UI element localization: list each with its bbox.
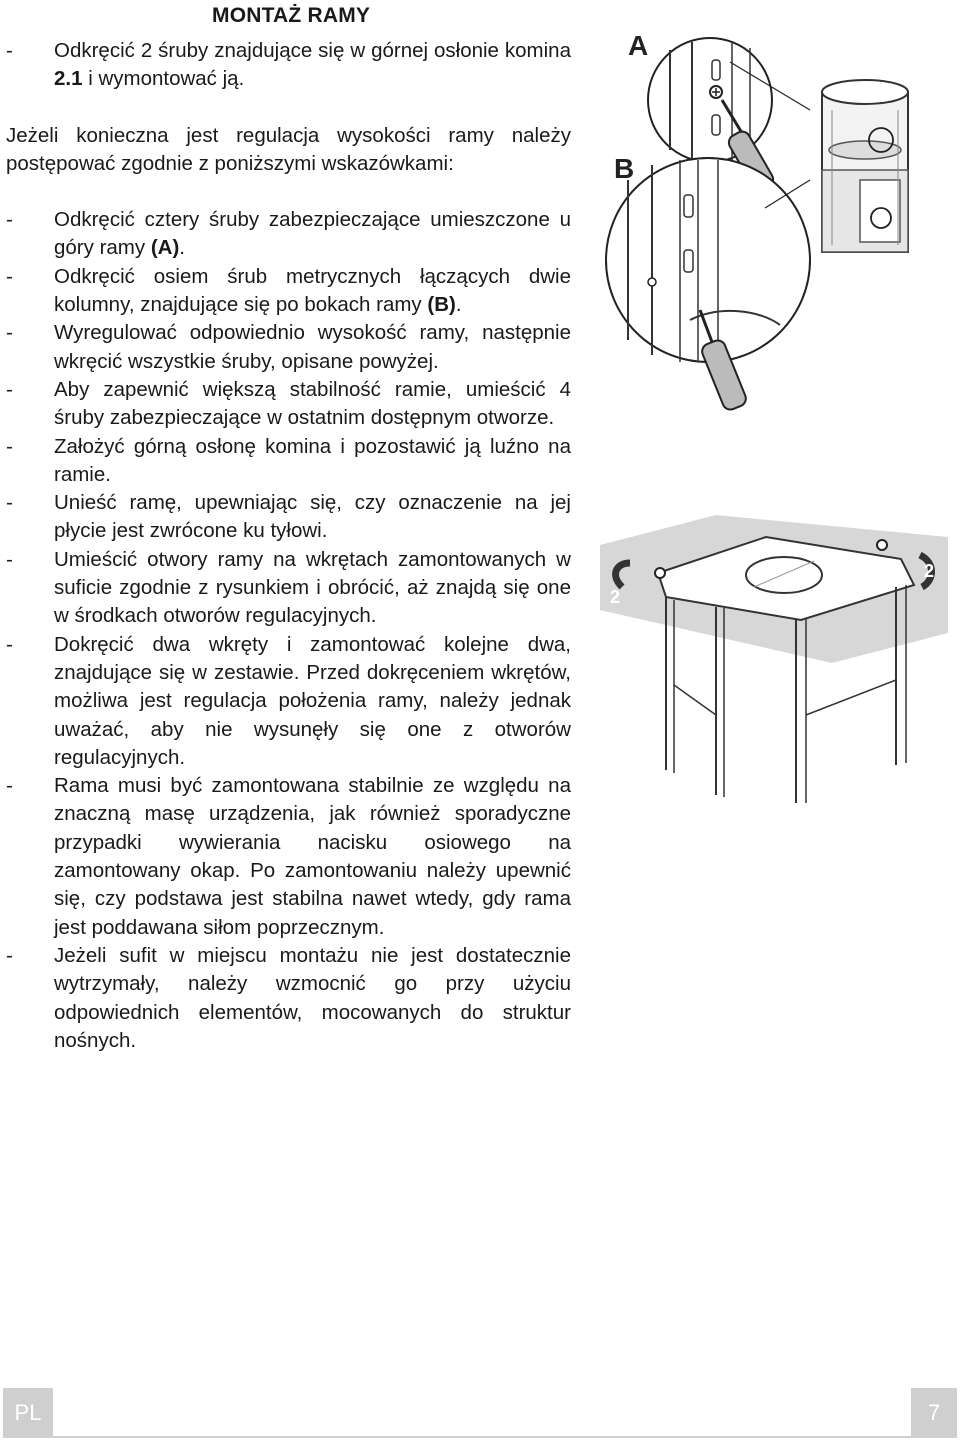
- label-b: B: [614, 153, 635, 184]
- step-label-1-left: 1: [672, 575, 683, 595]
- instructions-column: [6, 37, 571, 1055]
- language-badge: PL: [3, 1388, 53, 1438]
- list-item: [6, 433, 571, 490]
- bullet-dash: -: [6, 632, 13, 656]
- step-label-2-left: 2: [610, 587, 621, 607]
- item-text: Odkręcić cztery śruby zabezpieczające umieszczone u góry ramy: [54, 208, 571, 260]
- bullet-dash: -: [6, 943, 13, 967]
- intro-paragraph: Jeżeli konieczna jest regulacja wysokości ramy należy postępować zgodnie z poniższymi wskazówkami:: [6, 123, 571, 175]
- footer-divider: [53, 1436, 911, 1438]
- item-text: Umieścić otwory ramy na wkrętach zamontowanych w suficie zgodnie z rysunkiem i obrócić, aż znajdą się one w środkach otworów regulacyjnych.: [54, 547, 571, 628]
- steps-list: [6, 206, 571, 1055]
- item-tail: .: [179, 236, 185, 260]
- bullet-dash: -: [6, 264, 13, 288]
- screw-icon: [655, 568, 665, 578]
- bullet-dash: -: [6, 377, 13, 401]
- item-text: Dokręcić dwa wkręty i zamontować kolejne dwa, znajdujące się w zestawie. Przed dokręceniem wkrętów, możliwa jest regulacja położenia ramy, należy jednak uważać, aby nie wysunęły się one z otworów regulacyjnych.: [54, 632, 571, 769]
- page-number: 7: [911, 1388, 957, 1438]
- item-text: Założyć górną osłonę komina i pozostawić ją luźno na ramie.: [54, 434, 571, 486]
- item-text: Rama musi być zamontowana stabilnie ze względu na znaczną masę urządzenia, jak również sporadyczne przypadki wywierania nacisku osiowego na zamontowany okap. Po zamontowaniu należy upewnić się, czy podstawa jest stabilna nawet wtedy, gdy rama jest poddawana siłom poprzecznym.: [54, 774, 571, 939]
- bullet-dash: -: [6, 434, 13, 458]
- item-text: Wyregulować odpowiednio wysokość ramy, następnie wkręcić wszystkie śruby, opisane powyżej.: [54, 321, 571, 373]
- bullet-dash: -: [6, 321, 13, 345]
- list-item: [6, 376, 571, 433]
- frame-adjust-illustration: [600, 20, 950, 420]
- frame-ceiling-illustration: [596, 515, 948, 805]
- item-tail: i wymontować ją.: [82, 67, 245, 91]
- label-a: A: [628, 30, 649, 61]
- item-text: Unieść ramę, upewniając się, czy oznaczenie na jej płycie jest zwrócone ku tyłowi.: [54, 491, 571, 543]
- list-item: [6, 206, 571, 263]
- list-item: [6, 319, 571, 376]
- step-label-1-right: 1: [852, 555, 863, 575]
- bullet-dash: -: [6, 774, 13, 798]
- item-tail: .: [455, 293, 462, 317]
- screw-icon: [877, 540, 887, 550]
- bullet-dash: -: [6, 547, 13, 571]
- list-item: [6, 772, 571, 942]
- list-item: [6, 263, 571, 320]
- list-item: [6, 546, 571, 631]
- list-item: [6, 489, 571, 546]
- item-bold: (B): [427, 293, 456, 317]
- list-item: [6, 631, 571, 772]
- intro-item: [6, 37, 571, 94]
- item-text: Aby zapewnić większą stabilność ramie, umieścić 4 śruby zabezpieczające w ostatnim dostępnym otworze.: [54, 377, 571, 430]
- item-bold: (A): [150, 236, 180, 260]
- bullet-dash: -: [6, 39, 13, 62]
- bullet-dash: -: [6, 208, 13, 232]
- item-text: Odkręcić 2 śruby znajdujące się w górnej osłonie komina: [54, 39, 571, 62]
- bullet-dash: -: [6, 491, 13, 515]
- step-label-2-right: 2: [924, 561, 935, 581]
- item-text: Jeżeli sufit w miejscu montażu nie jest dostatecznie wytrzymały, należy wzmocnić go przy użyciu odpowiednich elementów, mocowanych do struktur nośnych.: [54, 943, 571, 1052]
- item-bold: 2.1: [54, 67, 83, 91]
- list-item: [6, 942, 571, 1055]
- item-text: Odkręcić osiem śrub metrycznych łączących dwie kolumny, znajdujące się po bokach ramy: [54, 264, 571, 317]
- page-title: MONTAŻ RAMY: [212, 4, 371, 27]
